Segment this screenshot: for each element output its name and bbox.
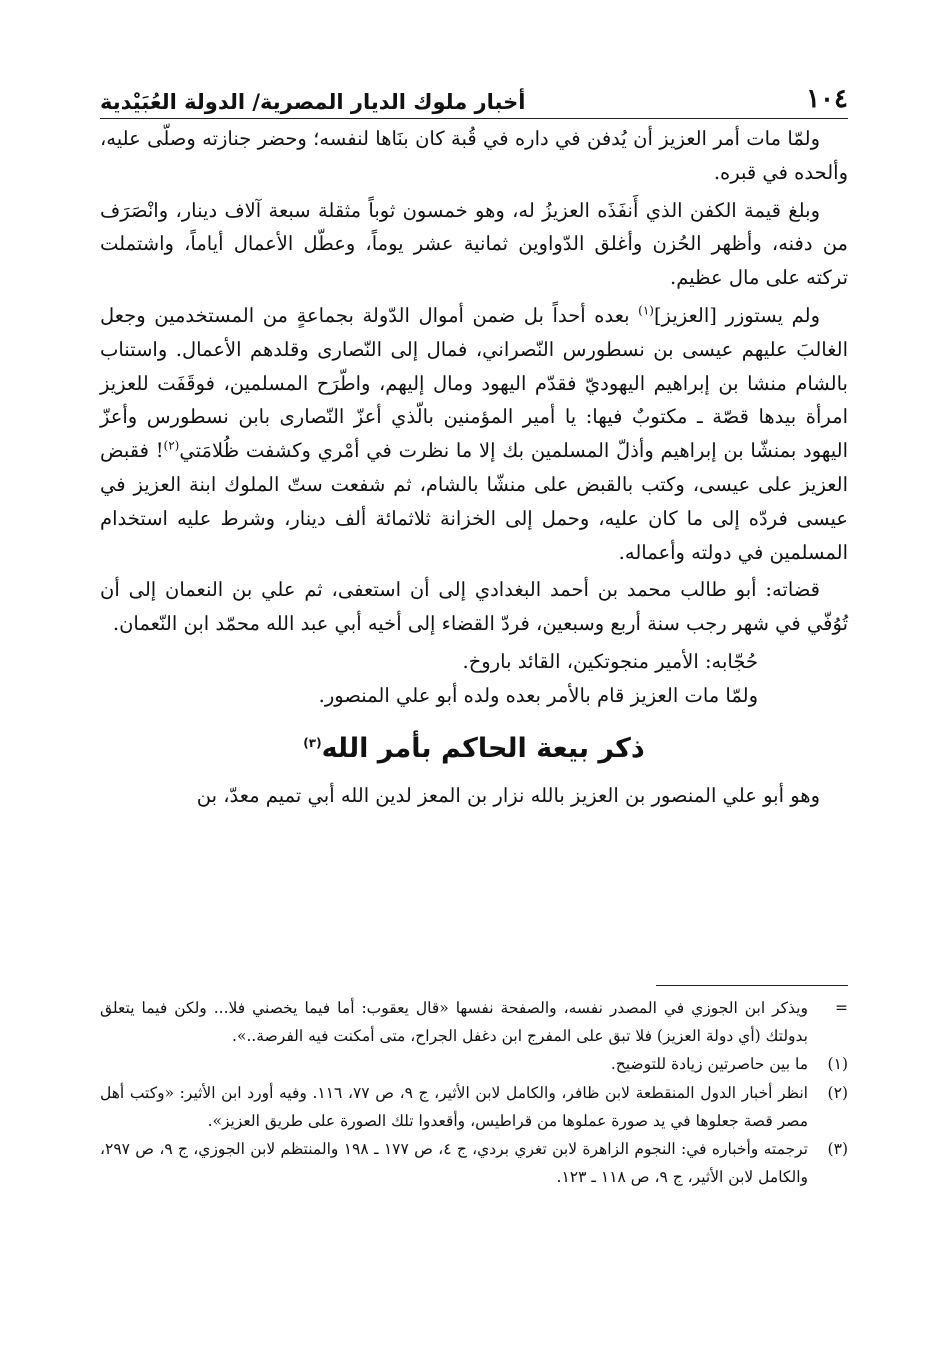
paragraph-burial: ولمّا مات أمر العزيز أن يُدفن في داره في قُبة كان بنَاها لنفسه؛ وحضر جنازته وصلّى عليه، وألحده في قبره. <box>100 127 848 184</box>
paragraph-administration-middle: بعده أحداً بل ضمن أموال الدّولة بجماعةٍ من المستخدمين وجعل الغالبَ عليهم عيسى بن نسطورس النّصراني، فمال إلى النّصارى وقلدهم الأعمال. واستناب بالشام منشا بن إبراهيم اليهوديّ فقدّم اليهود ومال إليهم، واطّرَح المسلمين، فوقَفَت للعزيز امرأة بيدها قصّة ـ مكتوبٌ فيها: يا أمير المؤمنين بالّذي أعزّ النّصارى بابن نسطورس وأعزّ اليهود بمنشّا بن إبراهيم وأذلّ المسلمين بك إلا ما نظرت في أمْري وكشفت ظُلامَتي <box>100 303 848 463</box>
paragraph-section-start: وهو أبو علي المنصور بن العزيز بالله نزار بن المعز لدين الله أبي تميم معدّ، بن <box>196 783 820 807</box>
section-heading-text: ذكر بيعة الحاكم بأمر الله <box>321 732 645 764</box>
footnote-text: ويذكر ابن الجوزي في المصدر نفسه، والصفحة نفسها «قال يعقوب: أما فيما يخصني فلا... ولكن فيما يتعلق بدولتك (أي دولة العزيز) فلا تبق على المفرج ابن دغفل الجراح، متى أمكنت فيه الفرصة..». <box>100 999 808 1046</box>
footnote-separator <box>656 985 848 986</box>
footnote-1 <box>100 1050 848 1078</box>
footnote-ref-1: (١) <box>638 303 654 318</box>
footnote-ref-2: (٢) <box>163 438 180 453</box>
footnote-text: ما بين حاصرتين زيادة للتوضيح. <box>610 1055 808 1074</box>
footnote-text: انظر أخبار الدول المنقطعة لابن ظافر، والكامل لابن الأثير، ج ٩، ص ٧٧، ١١٦. وفيه أورد ابن الأثير: «وكتب أهل مصر قصة جعلوها في يد صورة عملوها من قراطيس، وأقعدوا تلك الصورة على طريق العزيز». <box>100 1083 808 1130</box>
paragraph-succession: ولمّا مات العزيز قام بالأمر بعده ولده أبو علي المنصور. <box>318 683 758 707</box>
paragraph-administration <box>100 299 848 569</box>
footnote-3 <box>100 1135 848 1191</box>
footnote-continued <box>100 994 848 1050</box>
footnote-marker: (٣) <box>827 1140 848 1159</box>
running-title: أخبار ملوك الديار المصرية/ الدولة العُبَيْدية <box>100 90 526 114</box>
footnotes <box>100 994 848 1191</box>
paragraph-judges: قضاته: أبو طالب محمد بن أحمد البغدادي إلى أن استعفى، ثم علي بن النعمان إلى أن تُوُفّي في شهر رجب سنة أربع وسبعين، فردّ القضاء إلى أخيه أبي عبد الله محمّد ابن النّعمان. <box>100 578 848 636</box>
footnote-ref-3: (٣) <box>303 735 322 750</box>
footnote-text: ترجمته وأخباره في: النجوم الزاهرة لابن تغري بردي، ج ٤، ص ١٧٧ ـ ١٩٨ والمنتظم لابن الجوزي، ج ٩، ص ٢٩٧، والكامل لابن الأثير، ج ٩، ص ١١٨ ـ ١٢٣. <box>100 1140 808 1187</box>
footnote-marker: (٢) <box>827 1083 848 1102</box>
paragraph-administration-start: ولم يستوزر [العزيز] <box>653 303 820 327</box>
paragraph-chamberlains: حُجّابه: الأمير منجوتكين، القائد باروخ. <box>462 649 758 673</box>
footnote-marker: = <box>835 999 848 1017</box>
section-heading <box>100 727 848 771</box>
header-rule <box>100 118 848 119</box>
paragraph-administration-end: ! فقبض العزيز على عيسى، وكتب بالقبض على منشّا بالشام، ثم شفعت ستّ الملوك ابنة العزيز في عيسى فردّه إلى ما كان عليه، وحمل إلى الخزانة ثلاثمائة ألف دينار، وشرط عليه استخدام المسلمين في دولته وأعماله. <box>100 439 848 564</box>
paragraph-shroud: وبلغ قيمة الكفن الذي أَنفَذَه العزيزُ له، وهو خمسون ثوباً مثقلة سبعة آلاف دينار، وانْصَرَف من دفنه، وأظهر الحُزن وأغلق الدّواوين ثمانية عشر يوماً، وعطّل الأعمال أياماً، واشتملت تركته على مال عظيم. <box>100 198 848 290</box>
page-number: ١٠٤ <box>806 84 848 114</box>
page-header <box>100 70 848 114</box>
main-text <box>100 122 848 816</box>
footnote-2 <box>100 1079 848 1135</box>
footnote-marker: (١) <box>827 1055 848 1074</box>
